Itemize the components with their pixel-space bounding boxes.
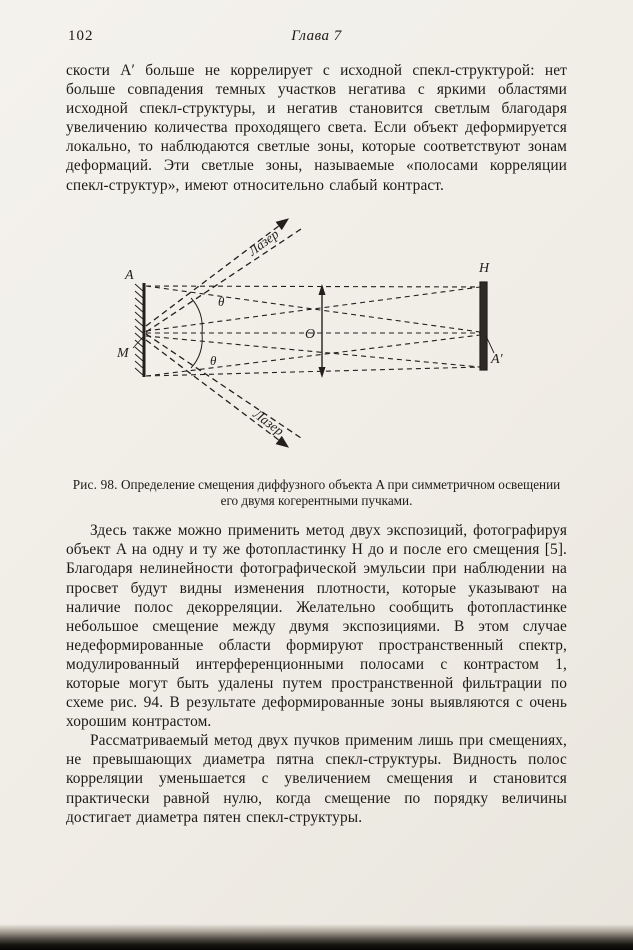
page-header xyxy=(66,28,567,48)
page-number: 102 xyxy=(68,28,94,44)
label-point-m: M xyxy=(117,345,129,361)
page-content xyxy=(66,61,567,827)
label-object-a: A xyxy=(125,267,134,283)
label-theta-top: θ xyxy=(218,293,225,309)
figure-caption-text: Определение смещения диффузного объекта A при симметричном освещении его двумя когерентными пучками. xyxy=(120,476,561,509)
figure-diagram xyxy=(96,206,556,468)
aperture-arrow xyxy=(319,284,326,378)
label-image-a-prime: A′ xyxy=(491,351,503,367)
label-laser-bottom: Лазер xyxy=(250,405,287,439)
scan-bottom-edge xyxy=(0,924,633,950)
chapter-heading: Глава 7 xyxy=(291,28,342,44)
label-laser-top: Лазер xyxy=(245,225,282,259)
figure-caption xyxy=(66,477,567,511)
paragraph-3: Рассматриваемый метод двух пучков применим лишь при смещениях, не превышающих диаметра пятна спекл-структуры. Видность полос корреляции уменьшается с увеличением смещения и становится практически равной нулю, когда смещение по порядку величины достигает диаметра пятен спекл-структуры. xyxy=(66,732,567,826)
figure-caption-label: Рис. 98. xyxy=(72,476,118,492)
photo-plate xyxy=(480,282,487,370)
label-plate-h: H xyxy=(479,260,490,276)
label-aperture-o: O xyxy=(305,326,316,342)
figure-98 xyxy=(66,206,567,511)
label-theta-bottom: θ xyxy=(210,352,217,368)
paragraph-2: Здесь также можно применить метод двух экспозиций, фотографируя объект A на одну и ту же фотопластинку H до и после его смещения [5]. Благодаря нелинейности фотографической эмульсии при наблюдении на просвет будут видны изменения плотности, которые указывают на наличие полос декорреляции. Желательно сообщить фотопластинке небольшое смещение между двумя экспозициями. В этом случае недеформированные области формируют пространственный спектр, модулированный интерференционными полосами с контрастом 1, которые могут быть удалены путем пространственной фильтрации по схеме рис. 94. В результате деформированные зоны выявляются с очень хорошим контрастом. xyxy=(66,522,567,731)
paragraph-1: скости A′ больше не коррелирует с исходной спекл-структурой: нет больше совпадения темных участков негатива с яркими областями исходной спекл-структуры, и негатив становится светлым благодаря увеличению количества проходящего света. Если объект деформируется локально, то наблюдаются светлые зоны, которые соответствуют зонам деформаций. Эти светлые зоны, называемые «полосами корреляции спекл-структур», имеют относительно слабый контраст. xyxy=(66,62,567,194)
